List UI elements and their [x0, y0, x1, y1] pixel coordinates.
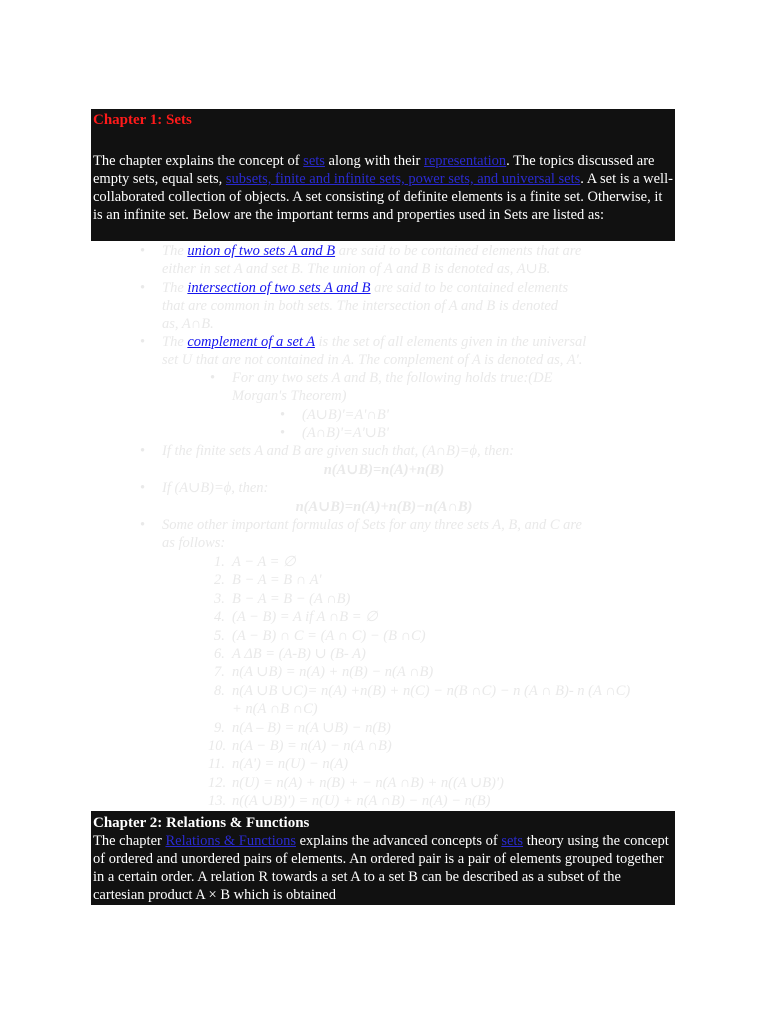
list-item — [162, 279, 568, 297]
formula-number: 12. — [208, 774, 227, 791]
formula-item: B − A = B ∩ A' — [232, 572, 322, 589]
list-text: are said to be contained elements — [370, 280, 569, 296]
formula-number: 9. — [214, 719, 225, 736]
formula-number: 4. — [214, 609, 225, 626]
intro-text: along with their — [324, 153, 424, 169]
formula-number: 13. — [208, 793, 227, 810]
formula-line: n(A∪B)=n(A)+n(B) — [323, 462, 445, 478]
chapter-1-section — [91, 109, 675, 241]
intro-text: The chapter explains the concept of — [93, 153, 304, 169]
formula-number: 7. — [214, 664, 225, 681]
list-item: • If the finite sets A and B are given such that, (A∩B)=ϕ, then: — [162, 442, 514, 460]
formula-item: n(A') = n(U) − n(A) — [232, 756, 349, 773]
intro-text: explains the advanced concepts of — [295, 833, 502, 849]
formula-line: n(A∪B)=n(A)+n(B)−n(A∩B) — [295, 499, 473, 515]
formula-item: n(A ∪B ∪C)= n(A) +n(B) + n(C) − n(B ∩C) − n (A ∩ B)- n (A ∩C) — [232, 682, 631, 699]
formula-number: 8. — [214, 682, 225, 699]
list-item: • (A∩B)'=A'∪B' — [302, 424, 389, 442]
formula-item: B − A = B − (A ∩B) — [232, 590, 351, 607]
formula-number: 10. — [208, 738, 227, 754]
formula-item: A − A = ∅ — [232, 554, 296, 570]
union-link[interactable]: union of two sets A and B — [187, 243, 336, 259]
formula-item: A ΔB = (A-B) ∪ (B- A) — [232, 646, 366, 662]
formula-item: (A − B) = A if A ∩B = ∅ — [232, 609, 378, 626]
formula-item: n(A ∪B) = n(A) + n(B) − n(A ∩B) — [232, 664, 434, 681]
list-text: are said to be contained elements that are — [335, 243, 582, 259]
subsets-link[interactable]: subsets, finite and infinite sets, power sets, and universal sets — [225, 171, 581, 187]
intro-text: The chapter — [93, 833, 166, 849]
list-text: The — [162, 280, 188, 296]
list-text: that are common in both sets. The intersection of A and B is denoted — [162, 298, 559, 314]
list-text: The — [162, 334, 188, 350]
formula-item: n(U) = n(A) + n(B) + − n(A ∩B) + n((A ∪B)') — [232, 774, 504, 791]
list-item: • For any two sets A and B, the following holds true:(DE — [232, 369, 552, 387]
chapter-2-title: Chapter 2: Relations & Functions — [93, 815, 310, 831]
formula-item: n(A − B) = n(A) − n(A ∩B) — [232, 738, 392, 754]
intro-text: theory using the concept of ordered and unordered pairs of elements. An ordered pair is a pair of elements grouped together in a certain order. A relation R towards a set A to a set B can be described as a subset of the cartesian product A × B which is obtained — [93, 833, 669, 903]
chapter-1-intro — [93, 152, 673, 224]
list-text: set U that are not contained in A. The complement of A is denoted as, A'. — [162, 352, 583, 368]
representation-link[interactable]: representation — [424, 153, 507, 169]
formula-number: 1. — [214, 554, 225, 570]
list-text: Morgan's Theorem) — [232, 388, 347, 404]
list-item: • (A∪B)'=A'∩B' — [302, 406, 389, 424]
set-terms-list — [0, 240, 768, 812]
complement-link[interactable]: complement of a set A — [187, 334, 315, 350]
sets-link[interactable]: sets — [303, 153, 325, 169]
formula-continuation: + n(A ∩B ∩C) — [232, 701, 318, 718]
formula-item: (A − B) ∩ C = (A ∩ C) − (B ∩C) — [232, 627, 426, 644]
formula-number: 2. — [214, 572, 225, 589]
chapter-2-section — [91, 811, 675, 905]
sets-link[interactable]: sets — [501, 833, 524, 849]
formula-number: 6. — [214, 646, 225, 662]
chapter-2-intro — [93, 832, 673, 904]
list-text: The — [162, 243, 188, 259]
list-item — [162, 242, 581, 260]
intro-text: . A set is a well-collaborated collection of objects. A set consisting of definite elements is a finite set. Otherwise, it is an infinite set. Below are the important terms and properties used in Sets are listed as: — [93, 171, 673, 223]
formula-item: n((A ∪B)') = n(U) + n(A ∩B) − n(A) − n(B) — [232, 793, 491, 810]
list-text: as follows: — [162, 535, 226, 551]
relations-functions-link[interactable]: Relations & Functions — [165, 833, 296, 849]
list-text: as, A∩B. — [162, 316, 214, 332]
intro-text: . The topics discussed are empty sets, equal sets, — [93, 153, 655, 187]
formula-number: 5. — [214, 627, 225, 644]
list-item: • Some other important formulas of Sets for any three sets A, B, and C are — [162, 516, 582, 534]
formula-number: 11. — [208, 756, 226, 773]
intersection-link[interactable]: intersection of two sets A and B — [187, 280, 371, 296]
formula-item: n(A – B) = n(A ∪B) − n(B) — [232, 719, 391, 736]
list-text: is the set of all elements given in the universal — [314, 334, 587, 350]
list-item: • If (A∪B)=ϕ, then: — [162, 479, 268, 497]
list-item — [162, 333, 586, 351]
chapter-1-title: Chapter 1: Sets — [93, 112, 192, 128]
list-text: either in set A and set B. The union of A and B is denoted as, A∪B. — [162, 261, 551, 277]
formula-number: 3. — [214, 590, 225, 607]
